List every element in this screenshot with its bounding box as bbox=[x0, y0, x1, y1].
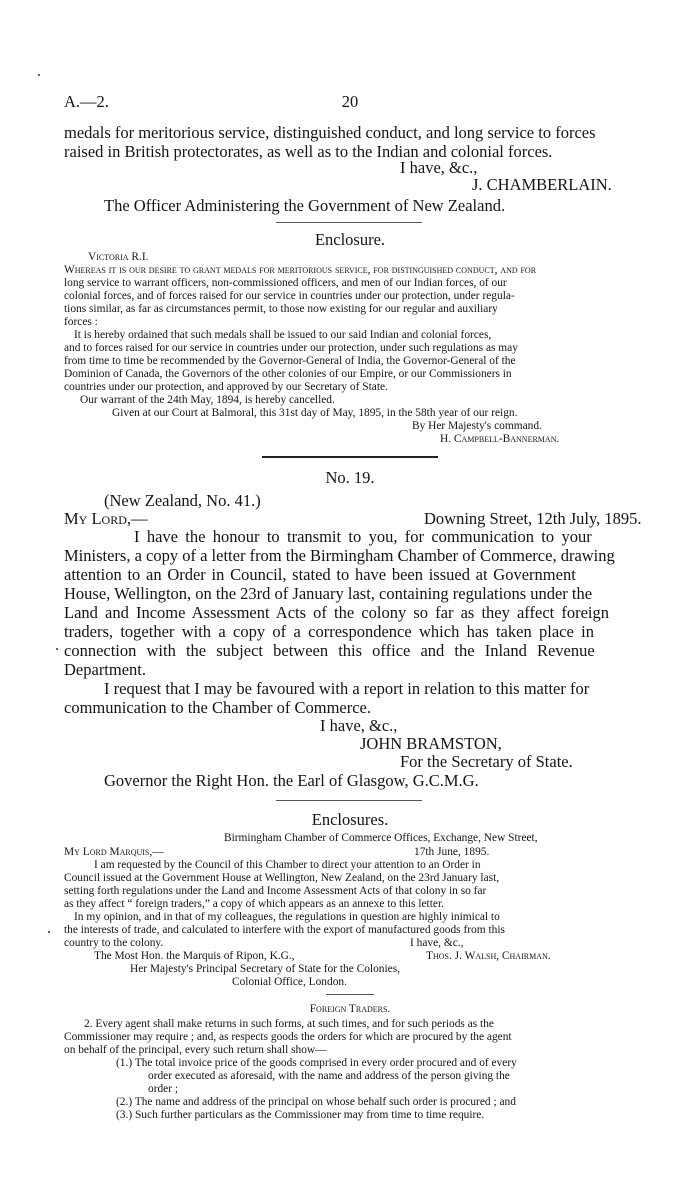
text-line: country to the colony. bbox=[64, 937, 164, 949]
signature: JOHN BRAMSTON, bbox=[360, 734, 502, 753]
body-line: connection with the subject between this office and the Inland Revenue bbox=[64, 641, 595, 660]
text-line: Given at our Court at Balmoral, this 31st day of May, 1895, in the 58th year of our reign. bbox=[112, 407, 518, 419]
body-line: Department. bbox=[64, 660, 147, 679]
letter-reference: (New Zealand, No. 41.) bbox=[104, 491, 261, 510]
salutation bbox=[64, 511, 148, 528]
list-item-continuation: order executed as aforesaid, with the name and address of the person giving the bbox=[148, 1070, 510, 1082]
signatory: H. Campbell-Bannerman. bbox=[440, 433, 560, 445]
section-divider bbox=[276, 222, 422, 223]
text-line: setting forth regulations under the Land and Income Assessment Acts of that colony in so far bbox=[64, 885, 487, 897]
body-line: Land and Income Assessment Acts of the colony so far as they affect foreign bbox=[64, 603, 610, 622]
text-line: Our warrant of the 24th May, 1894, is hereby cancelled. bbox=[80, 394, 335, 406]
text-line: Council issued at the Government House at Wellington, New Zealand, on the 23rd January last, bbox=[64, 872, 500, 884]
salutation-text: My Lord,— bbox=[64, 509, 148, 528]
text-line: Dominion of Canada, the Governors of the other colonies of our Empire, or our Commissioners in bbox=[64, 368, 512, 380]
body-line: Ministers, a copy of a letter from the Birmingham Chamber of Commerce, drawing bbox=[64, 546, 615, 565]
text-line: the interests of trade, and calculated to interfere with the export of manufactured goods from this bbox=[64, 924, 505, 936]
closing-line: I have, &c., bbox=[320, 716, 398, 735]
signatory: Thos. J. Walsh, Chairman. bbox=[426, 950, 551, 962]
command-line: By Her Majesty's command. bbox=[412, 420, 542, 432]
sender-address: Birmingham Chamber of Commerce Offices, Exchange, New Street, bbox=[224, 832, 538, 844]
text-line: tions similar, as far as circumstances permit, to those now existing for our regular and auxiliary bbox=[64, 303, 498, 315]
text-line: Commissioner may require ; and, as respects goods the orders for which are procured by the agent bbox=[64, 1031, 512, 1043]
text-line bbox=[64, 265, 638, 276]
text-line: In my opinion, and in that of my colleagues, the regulations in question are highly inimical to bbox=[74, 911, 500, 923]
body-line: attention to an Order in Council, stated to have been issued at Government bbox=[64, 565, 576, 584]
text-line: I am requested by the Council of this Chamber to direct your attention to an Order in bbox=[94, 859, 481, 871]
enclosure-heading: Enclosure. bbox=[314, 230, 386, 249]
margin-speck bbox=[48, 931, 50, 933]
addressee: The Most Hon. the Marquis of Ripon, K.G., bbox=[94, 950, 295, 962]
body-line: medals for meritorious service, distinguished conduct, and long service to forces bbox=[64, 123, 596, 142]
list-item: (3.) Such further particulars as the Commissioner may from time to time require. bbox=[116, 1109, 485, 1121]
text-line: as they affect “ foreign traders,” a copy of which appears as an annexe to this letter. bbox=[64, 898, 444, 910]
letter-date: 17th June, 1895. bbox=[414, 846, 490, 858]
closing-line: I have, &c., bbox=[410, 937, 464, 949]
addressee: The Officer Administering the Government of New Zealand. bbox=[104, 196, 506, 215]
letter-number: No. 19. bbox=[325, 468, 375, 487]
text-line: on behalf of the principal, every such return shall show— bbox=[64, 1044, 327, 1056]
page-number: 20 bbox=[341, 92, 359, 111]
body-line: communication to the Chamber of Commerce. bbox=[64, 698, 371, 717]
document-reference: A.—2. bbox=[64, 92, 109, 111]
section-divider bbox=[276, 800, 422, 801]
text-line: from time to time be recommended by the Governor-General of India, the Governor-General of the bbox=[64, 355, 516, 367]
margin-speck bbox=[56, 648, 58, 650]
enclosures-heading: Enclosures. bbox=[311, 810, 389, 829]
annex-divider bbox=[326, 994, 374, 995]
signature: J. CHAMBERLAIN. bbox=[472, 175, 612, 194]
list-item-continuation: order ; bbox=[148, 1083, 179, 1095]
text-line: countries under our protection, and approved by our Secretary of State. bbox=[64, 381, 388, 393]
royal-signature: Victoria R.I. bbox=[88, 251, 149, 263]
text-line: long service to warrant officers, non-commissioned officers, and men of our Indian forces, of our bbox=[64, 277, 507, 289]
text-line: forces : bbox=[64, 316, 98, 328]
place-date: Downing Street, 12th July, 1895. bbox=[424, 509, 642, 528]
annex-heading: Foreign Traders. bbox=[309, 1003, 391, 1015]
text-line: and to forces raised for our service in countries under our protection, under such regulations as may bbox=[64, 342, 518, 354]
body-line: I request that I may be favoured with a report in relation to this matter for bbox=[104, 679, 590, 698]
text-line: 2. Every agent shall make returns in such forms, at such times, and for such periods as the bbox=[84, 1018, 494, 1030]
body-line: raised in British protectorates, as well as to the Indian and colonial forces. bbox=[64, 142, 553, 161]
text-line: colonial forces, and of forces raised for our service in countries under our protection, under regula- bbox=[64, 290, 515, 302]
body-line: House, Wellington, on the 23rd of January last, containing regulations under the bbox=[64, 584, 593, 603]
margin-speck bbox=[38, 74, 40, 76]
text-line: It is hereby ordained that such medals shall be issued to our said Indian and colonial forces, bbox=[74, 329, 492, 341]
salutation: My Lord Marquis,— bbox=[64, 846, 164, 858]
list-item: (2.) The name and address of the principal on whose behalf such order is procured ; and bbox=[116, 1096, 516, 1108]
letter-divider bbox=[262, 456, 438, 458]
addressee: Colonial Office, London. bbox=[232, 976, 347, 988]
body-line: I have the honour to transmit to you, for communication to your bbox=[134, 527, 592, 546]
list-item: (1.) The total invoice price of the goods comprised in every order procured and of every bbox=[116, 1057, 517, 1069]
signature-capacity: For the Secretary of State. bbox=[400, 752, 573, 771]
text-line-content: Whereas it is our desire to grant medals for meritorious service, for distinguished conduct, and for bbox=[64, 264, 537, 276]
addressee: Governor the Right Hon. the Earl of Glasgow, G.C.M.G. bbox=[104, 771, 479, 790]
closing-line: I have, &c., bbox=[400, 158, 478, 177]
addressee: Her Majesty's Principal Secretary of State for the Colonies, bbox=[130, 963, 400, 975]
body-line: traders, together with a copy of a correspondence which has taken place in bbox=[64, 622, 594, 641]
